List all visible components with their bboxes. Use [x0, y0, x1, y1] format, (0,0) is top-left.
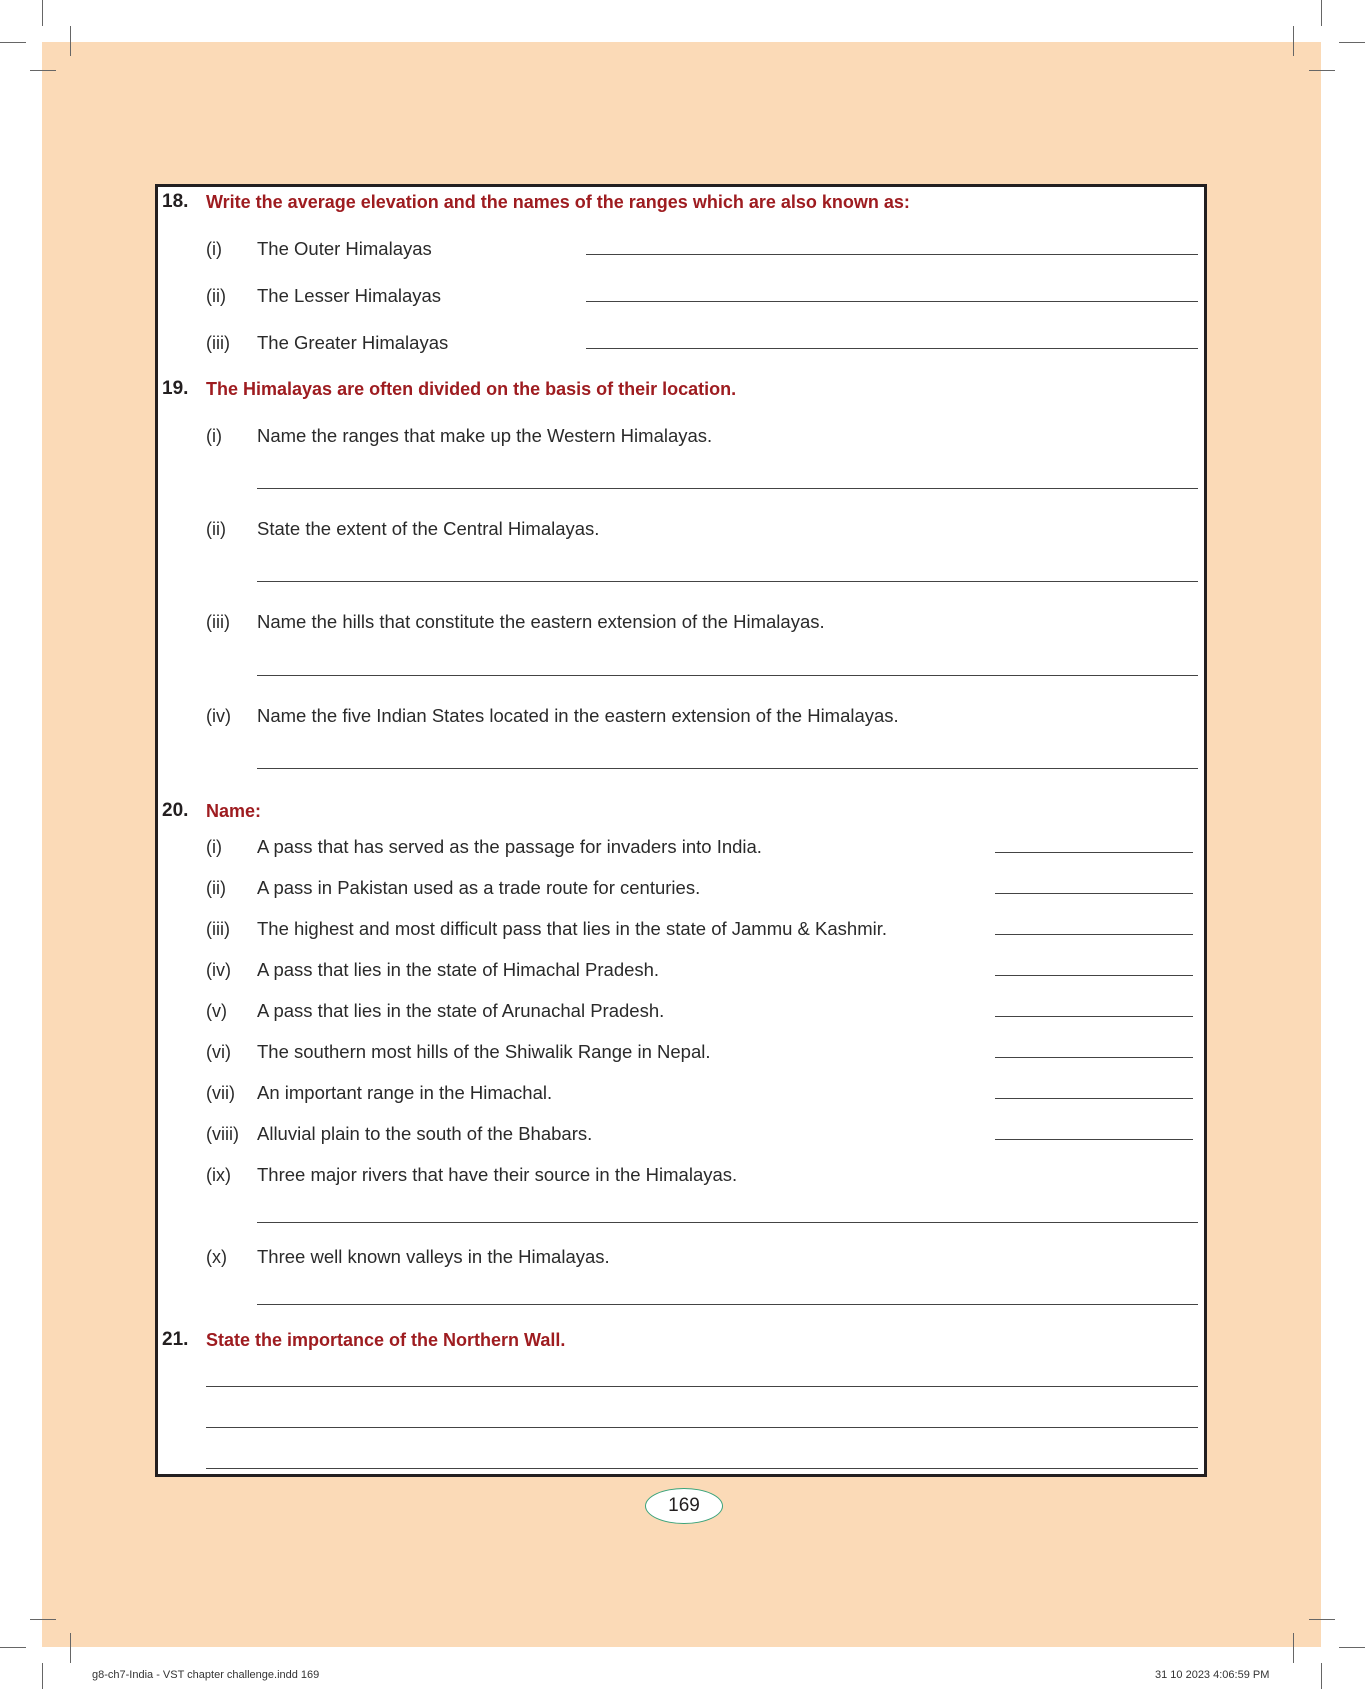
- q20-item-num: (ix): [206, 1165, 231, 1185]
- short-answer-line[interactable]: [995, 1057, 1193, 1058]
- q19-item-text: Name the ranges that make up the Western Himalayas.: [257, 425, 713, 446]
- q18-item-num: (iii): [206, 333, 230, 353]
- q20-item-num: (i): [206, 837, 222, 857]
- answer-line[interactable]: [257, 581, 1198, 582]
- answer-line[interactable]: [257, 768, 1198, 769]
- crop-mark: [1339, 42, 1365, 43]
- page-number-text: 169: [668, 1495, 700, 1516]
- footer-timestamp: 31 10 2023 4:06:59 PM: [1155, 1669, 1270, 1681]
- q18-number: 18.: [162, 191, 189, 212]
- q20-item-num: (iii): [206, 919, 230, 939]
- q20-item-num: (vi): [206, 1042, 231, 1062]
- q19-item-text: Name the five Indian States located in the eastern extension of the Himalayas.: [257, 705, 899, 726]
- answer-line[interactable]: [206, 1427, 1198, 1428]
- q20-item-text: Alluvial plain to the south of the Bhabars.: [257, 1123, 593, 1144]
- crop-mark: [1293, 26, 1294, 56]
- q20-item-num: (v): [206, 1001, 227, 1021]
- q20-item-text: Three major rivers that have their source in the Himalayas.: [257, 1164, 738, 1185]
- q20-number: 20.: [162, 800, 189, 821]
- q20-item-text: A pass in Pakistan used as a trade route for centuries.: [257, 877, 701, 898]
- answer-line[interactable]: [257, 1222, 1198, 1223]
- q19-item-text: Name the hills that constitute the eastern extension of the Himalayas.: [257, 611, 825, 632]
- crop-mark: [70, 1633, 71, 1663]
- q20-item-num: (ii): [206, 878, 226, 898]
- short-answer-line[interactable]: [995, 852, 1193, 853]
- page-number: [645, 1488, 723, 1524]
- q18-item-num: (ii): [206, 286, 226, 306]
- q19-item-num: (iv): [206, 706, 231, 726]
- short-answer-line[interactable]: [995, 1098, 1193, 1099]
- short-answer-line[interactable]: [995, 893, 1193, 894]
- short-answer-line[interactable]: [995, 1139, 1193, 1140]
- answer-line[interactable]: [206, 1468, 1198, 1469]
- q20-item-text: The southern most hills of the Shiwalik Range in Nepal.: [257, 1041, 711, 1062]
- short-answer-line[interactable]: [995, 1016, 1193, 1017]
- worksheet-box: [155, 184, 1207, 1477]
- crop-mark: [70, 26, 71, 56]
- q19-number: 19.: [162, 378, 189, 399]
- q19-item-num: (iii): [206, 612, 230, 632]
- answer-line[interactable]: [257, 675, 1198, 676]
- q20-item-text: A pass that lies in the state of Himachal Pradesh.: [257, 959, 660, 980]
- crop-mark: [1321, 0, 1322, 26]
- crop-mark: [1309, 70, 1335, 71]
- crop-mark: [30, 1619, 56, 1620]
- q19-heading: The Himalayas are often divided on the basis of their location.: [206, 379, 737, 399]
- answer-line[interactable]: [586, 301, 1198, 302]
- crop-mark: [1309, 1619, 1335, 1620]
- crop-mark: [30, 70, 56, 71]
- footer-filename: g8-ch7-India - VST chapter challenge.indd 169: [92, 1669, 320, 1681]
- answer-line[interactable]: [257, 1304, 1198, 1305]
- crop-mark: [42, 1663, 43, 1689]
- q20-item-num: (iv): [206, 960, 231, 980]
- crop-mark: [1293, 1633, 1294, 1663]
- short-answer-line[interactable]: [995, 975, 1193, 976]
- crop-mark: [1339, 1647, 1365, 1648]
- q18-item-text: The Outer Himalayas: [257, 238, 432, 259]
- answer-line[interactable]: [257, 488, 1198, 489]
- q18-item-text: The Lesser Himalayas: [257, 285, 442, 306]
- q21-heading: State the importance of the Northern Wall.: [206, 1330, 566, 1350]
- q20-item-num: (x): [206, 1247, 227, 1267]
- answer-line[interactable]: [586, 348, 1198, 349]
- q19-item-num: (ii): [206, 519, 226, 539]
- q20-item-num: (vii): [206, 1083, 235, 1103]
- answer-line[interactable]: [586, 254, 1198, 255]
- q21-number: 21.: [162, 1329, 189, 1350]
- q20-heading: Name:: [206, 801, 262, 821]
- q18-item-num: (i): [206, 239, 222, 259]
- crop-mark: [0, 1647, 26, 1648]
- q20-item-text: A pass that has served as the passage for invaders into India.: [257, 836, 762, 857]
- short-answer-line[interactable]: [995, 934, 1193, 935]
- q18-heading: Write the average elevation and the names of the ranges which are also known as:: [206, 192, 910, 212]
- q19-item-text: State the extent of the Central Himalayas.: [257, 518, 600, 539]
- answer-line[interactable]: [206, 1386, 1198, 1387]
- crop-mark: [42, 0, 43, 26]
- q18-item-text: The Greater Himalayas: [257, 332, 449, 353]
- q19-item-num: (i): [206, 426, 222, 446]
- q20-item-text: An important range in the Himachal.: [257, 1082, 553, 1103]
- q20-item-text: The highest and most difficult pass that lies in the state of Jammu & Kashmir.: [257, 918, 887, 939]
- q20-item-text: Three well known valleys in the Himalayas.: [257, 1246, 610, 1267]
- crop-mark: [1321, 1663, 1322, 1689]
- q20-item-text: A pass that lies in the state of Arunachal Pradesh.: [257, 1000, 665, 1021]
- q20-item-num: (viii): [206, 1124, 239, 1144]
- crop-mark: [0, 42, 26, 43]
